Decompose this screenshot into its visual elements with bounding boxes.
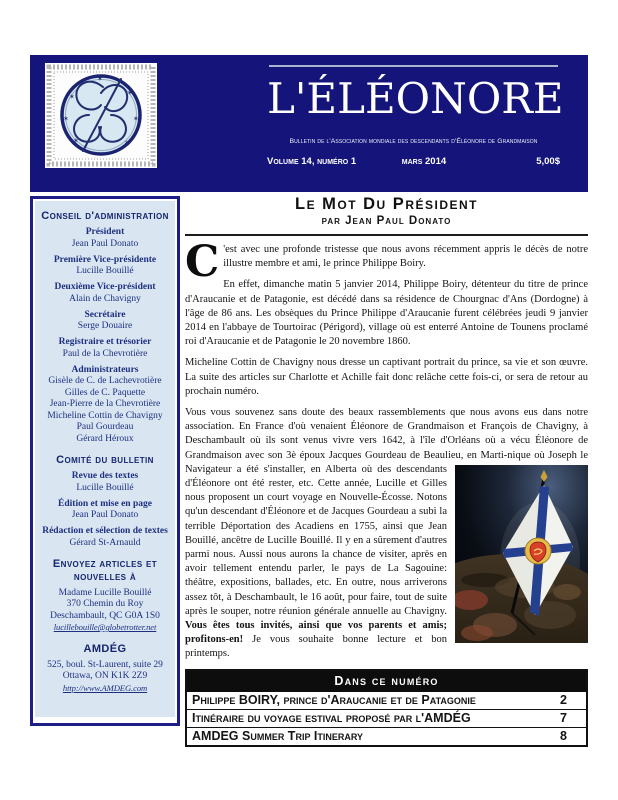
member-name: Jean Paul Donato: [71, 510, 139, 520]
member-name: Lucille Bouillé: [76, 266, 134, 276]
amdeg-heading: AMDÉG: [83, 642, 127, 655]
svg-text:✶: ✶: [97, 75, 103, 83]
toc-item-page: 8: [560, 728, 567, 743]
toc-item-title: Itinéraire du voyage estival proposé par l'AMDÉG: [192, 710, 471, 725]
issue-price: 5,00$: [536, 156, 560, 167]
eleonore-monogram-logo: [45, 63, 157, 168]
member-name: Alain de Chavigny: [69, 293, 141, 304]
amdeg-address: [40, 660, 170, 695]
member-name: Jean-Pierre de la Chevrotière: [49, 399, 161, 409]
role-title: Secrétaire: [84, 309, 126, 320]
role-title: Revue des textes: [71, 471, 139, 481]
newsletter-subtitle: Bulletin de l'Association mondiale des descendants d'Éléonore de Grandmaison: [289, 138, 538, 145]
council-role: [40, 282, 170, 305]
email-link[interactable]: lucillebouille@globetrotter.net: [53, 622, 157, 632]
svg-text:✶: ✶: [124, 139, 130, 147]
flag-photo-illustration: [455, 465, 588, 643]
council-role: [40, 365, 170, 446]
article-title: Le Mot Du Président: [294, 195, 478, 213]
member-name: Lucille Bouillé: [76, 482, 134, 493]
svg-text:✶: ✶: [133, 115, 139, 123]
member-name: Jean Paul Donato: [71, 238, 139, 249]
member-name: Gérard St-Arnauld: [69, 537, 141, 548]
paragraph: Micheline Cottin de Chavigny nous dresse un captivant portrait du prince, sa vie et son œuvre. La suite des articles sur Charlotte et Achille fait donc relâche cette fois-ci, or sera de retour au prochain numéro.: [185, 357, 588, 397]
member-name: Gilles de C. Paquette: [64, 387, 146, 398]
submissions-address: [40, 588, 170, 634]
council-role: [40, 255, 170, 278]
issue-info-row: [267, 156, 560, 167]
member-name: Paul de la Chevrotière: [62, 348, 148, 359]
svg-text:✶: ✶: [127, 89, 133, 97]
member-name: Micheline Cottin de Chavigny: [47, 410, 163, 421]
address-line: Madame Lucille Bouillé: [58, 587, 152, 598]
role-title: Président: [85, 227, 125, 237]
masthead-text: [267, 65, 564, 167]
role-title: Rédaction et sélection de textes: [42, 526, 168, 536]
website-link[interactable]: http://www.AMDEG.com: [62, 682, 148, 693]
role-title: Administrateurs: [71, 364, 139, 375]
main-column: [185, 196, 588, 747]
address-line: Ottawa, ON K1K 2Z9: [62, 671, 148, 681]
address-line: 370 Chemin du Roy: [66, 599, 144, 609]
drop-cap: C: [185, 237, 220, 287]
paragraph: [185, 406, 588, 662]
toc-item-page: 2: [560, 692, 567, 707]
committee-role: [40, 526, 170, 549]
address-line: Deschambault, QC G0A 1S0: [50, 610, 160, 621]
svg-text:✶: ✶: [69, 93, 75, 101]
sidebar-content: [35, 201, 175, 717]
article-body: [185, 237, 588, 662]
submissions-heading: Envoyez articles et nouvelles à: [52, 558, 158, 583]
role-title: Registraire et trésorier: [58, 337, 152, 347]
issue-date: mars 2014: [401, 156, 447, 167]
paragraph-text: nique où Joseph le Navigateur a été s'installer, en Alberta où des descendants d'Éléonore ont été rester, etc. Cette année, Lucille et Gilles nous proposent un court voyage en Nouvelle-Écosse. Notons qu'un descendant d'Éléonore et de Jacques Gourdeau a subi la terrible Déportation des Acadiens en 1755, ainsi que Jean Bouillé, ancêtre de Lucille Bouillé. Il y en a sûrement d'autres parmi nous. Aussi nous aurons la chance de visiter, après en avoir tellement entendu parler, le pays de La Sagouine: théâtre, expositions, ballades, etc. En outre, nous arriverons assez tôt, à Deschambault, le 16 août, pour faire, tout de suite après le souper, notre réunion générale annuelle au Chavigny.: [185, 449, 588, 617]
svg-text:✶: ✶: [73, 137, 79, 145]
toc-item-page: 7: [560, 710, 567, 725]
committee-role: [40, 499, 170, 522]
paragraph-text: 'est avec une profonde tristesse que nous avons récemment appris le décès de notre illustre membre et ami, le prince Philippe Boiry.: [223, 244, 588, 270]
member-name: Paul Gourdeau: [76, 422, 134, 432]
council-role: [40, 337, 170, 360]
member-name: Gérard Héroux: [76, 433, 134, 444]
newsletter-title: L'ÉLÉONORE: [267, 74, 564, 123]
toc-item: [187, 692, 586, 709]
toc-item: [187, 727, 586, 745]
member-name: Serge Douaire: [77, 321, 133, 331]
paragraph-text: Vous vous souvenez sans doute des beaux rassemblements que nous avons eus dans notre association. En France d'où venaient Éléonore de Grandmaison et François de Chavigny, à Deschambault où ils sont venus vivre vers 1642, à l'île d'Orléans où a vécu Éléonore de Grandmaison avec son 3è époux Jacques Gourdeau de Beaulieu, en Marti-: [185, 407, 588, 461]
table-of-contents: [185, 669, 588, 747]
paragraph: En effet, dimanche matin 5 janvier 2014, Philippe Boiry, détenteur du titre de prince d'Araucanie et de Patagonie, est décédé dans sa résidence de Chourgnac d'Ans (Dordogne) à l'âge de 86 ans. Les obsèques du Prince Philippe d'Araucanie furent célébrées jeudi 9 janvier 2014 en l'abbaye de Tourtoirac (Périgord), village où est enterré Antoine de Tounens proclamé roi d'Araucanie et de Patagonie le 20 novembre 1860.: [185, 279, 588, 348]
council-heading: Conseil d'administration: [41, 210, 169, 222]
council-role: [40, 310, 170, 333]
role-title: Deuxième Vice-président: [54, 282, 156, 292]
article-rule: [185, 234, 588, 236]
masthead-rule: [269, 65, 558, 67]
role-title: Édition et mise en page: [58, 498, 152, 509]
committee-heading: Comité du bulletin: [56, 454, 154, 466]
address-line: 525, boul. St-Laurent, suite 29: [47, 659, 163, 670]
nova-scotia-flag-on-globe-photo: [455, 465, 588, 643]
toc-heading: Dans ce numéro: [187, 671, 586, 692]
paragraph: [185, 237, 588, 287]
toc-item-title: AMDEG Summer Trip Itinerary: [192, 728, 364, 743]
svg-text:✶: ✶: [63, 115, 69, 123]
article-byline: par Jean Paul Donato: [321, 215, 452, 227]
masthead: [30, 55, 588, 192]
monogram-icon: [45, 63, 157, 168]
committee-role: [40, 471, 170, 494]
toc-item: [187, 709, 586, 727]
council-role: [40, 227, 170, 250]
paragraph-text: Je vous souhaite bonne lecture et bon printemps.: [185, 634, 448, 660]
toc-item-title: Philippe BOIRY, prince d'Araucanie et de Patagonie: [192, 692, 476, 707]
role-title: Première Vice-présidente: [53, 254, 157, 265]
invitation-emphasis: Vous êtes tous invités, ainsi que vos parents et amis; profitons-en!: [185, 620, 447, 646]
volume-number: Volume 14, numéro 1: [267, 156, 357, 167]
member-name: Gisèle de C. de Lachevrotière: [48, 376, 162, 386]
masthead-sidebar: [30, 196, 180, 726]
